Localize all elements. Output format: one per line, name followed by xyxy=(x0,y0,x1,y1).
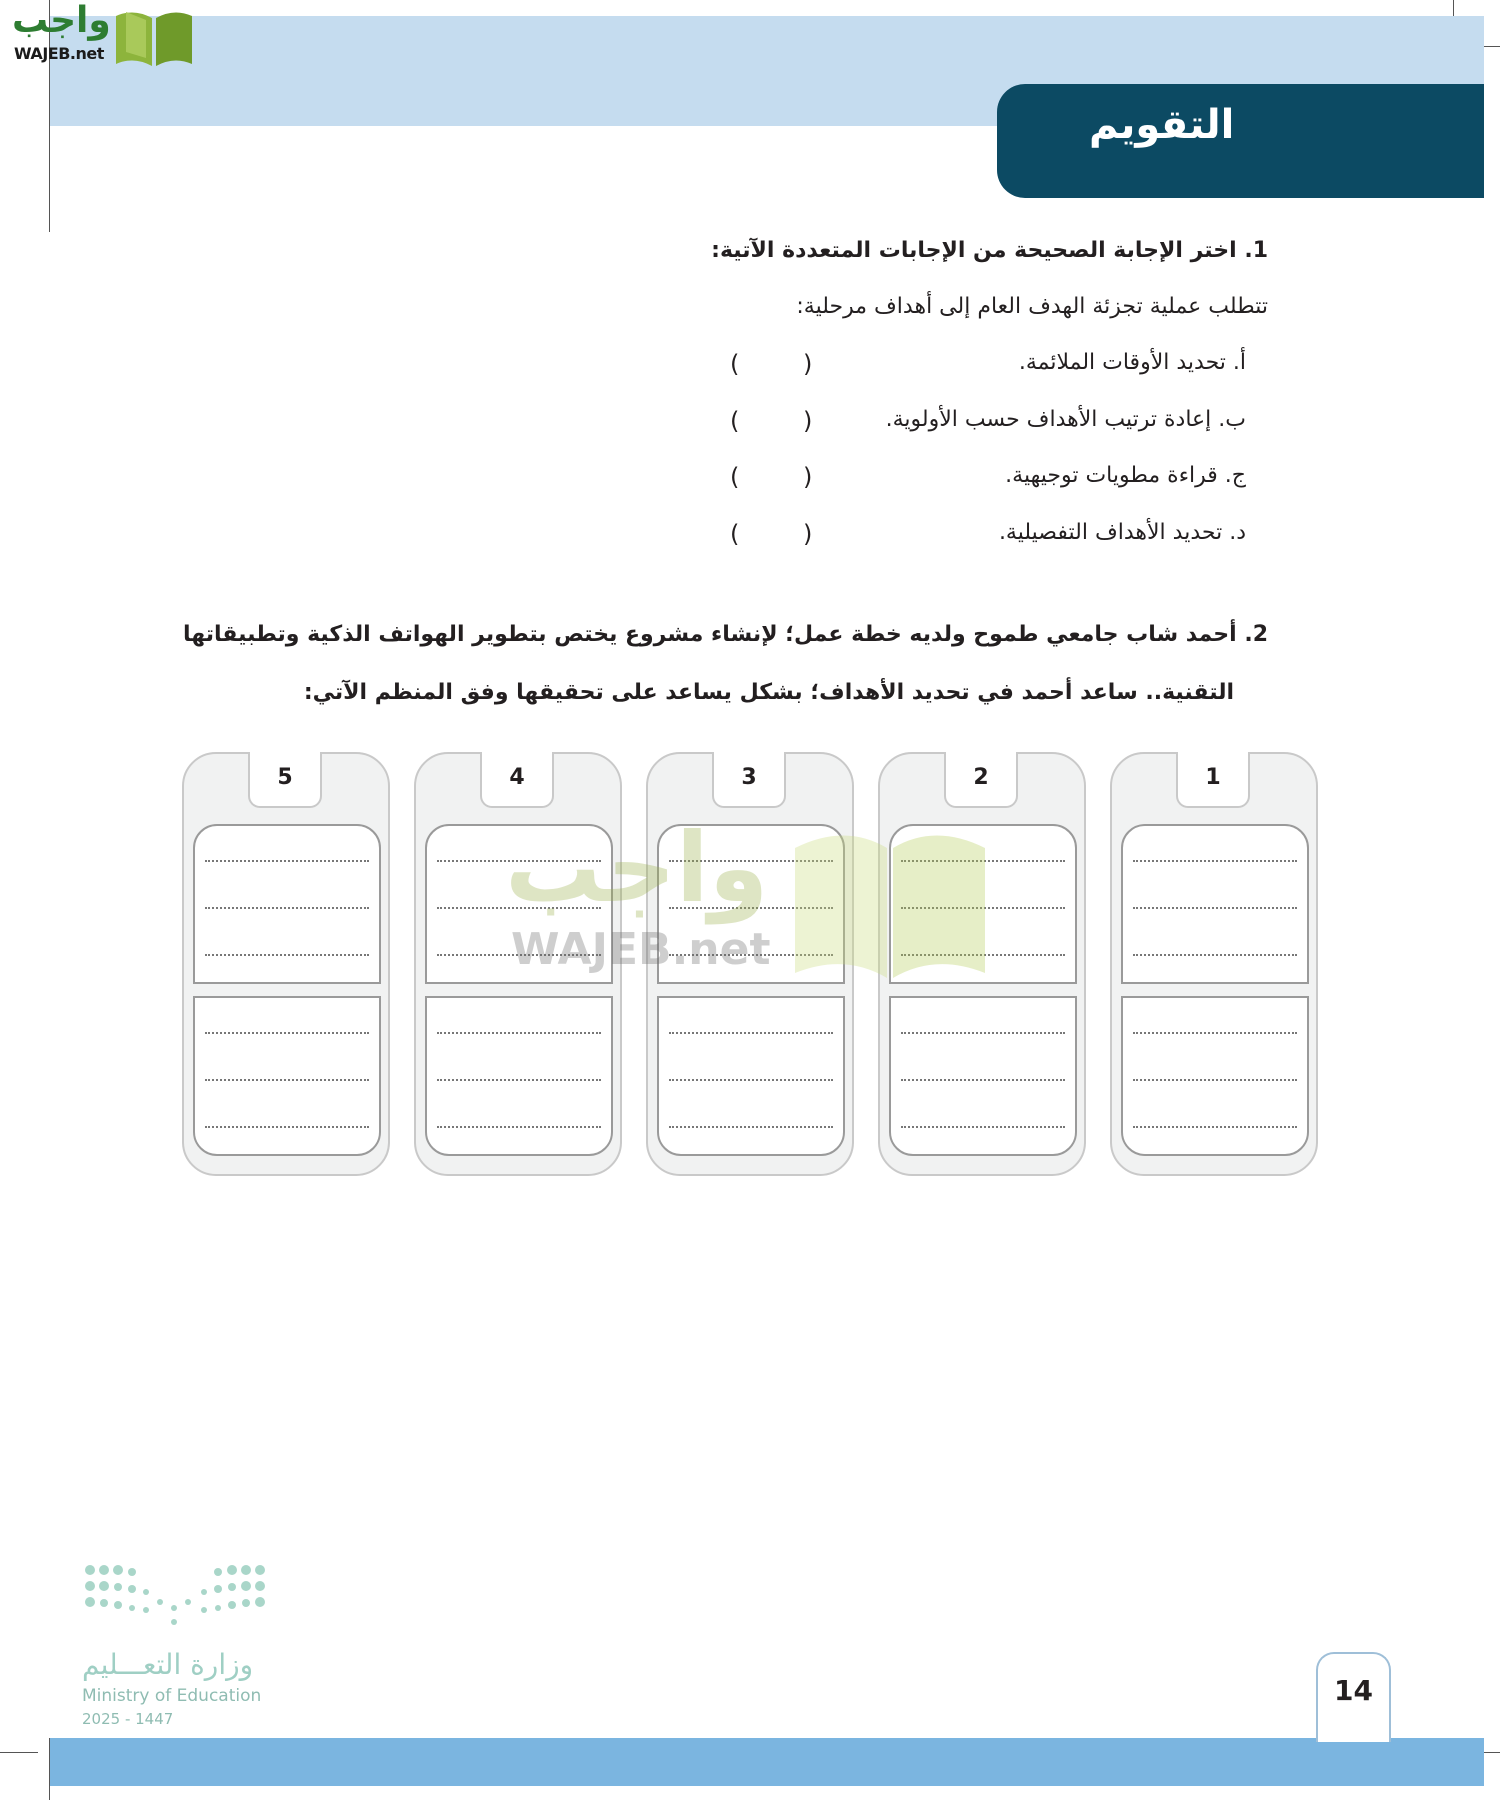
book-icon xyxy=(112,8,196,68)
ministry-year: 2025 - 1447 xyxy=(82,1710,174,1728)
organizer-card xyxy=(1110,752,1318,1176)
organizer-card xyxy=(414,752,622,1176)
answer-box-upper[interactable] xyxy=(657,824,845,984)
option-c-answer-box[interactable]: ( ) xyxy=(730,463,841,491)
answer-box-upper[interactable] xyxy=(1121,824,1309,984)
option-b-answer-box[interactable]: ( ) xyxy=(730,407,841,435)
section-title-tab xyxy=(997,84,1484,198)
question-2-line-1: 2. أحمد شاب جامعي طموح ولديه خطة عمل؛ لإنشاء مشروع يختص بتطوير الهواتف الذكية وتطبيقاتها xyxy=(182,622,1268,647)
answer-box-upper[interactable] xyxy=(193,824,381,984)
ministry-emblem-icon xyxy=(80,1560,270,1640)
page-title: التقويم xyxy=(1089,102,1235,148)
question-2-line-2: التقنية.. ساعد أحمد في تحديد الأهداف؛ بشكل يساعد على تحقيقها وفق المنظم الآتي: xyxy=(303,680,1234,705)
page-number: 14 xyxy=(1316,1652,1391,1742)
ministry-name-english: Ministry of Education xyxy=(82,1686,262,1706)
logo-arabic: واجب xyxy=(12,0,111,41)
option-d: د. تحديد الأهداف التفصيلية. xyxy=(998,520,1246,545)
answer-box-upper[interactable] xyxy=(425,824,613,984)
organizer-card xyxy=(182,752,390,1176)
watermark-arabic: واجب xyxy=(505,812,769,924)
card-number: 5 xyxy=(248,752,322,808)
card-number: 2 xyxy=(944,752,1018,808)
card-number: 1 xyxy=(1176,752,1250,808)
watermark-english: WAJEB.net xyxy=(511,924,771,975)
footer-band xyxy=(50,1738,1484,1786)
option-b: ب. إعادة ترتيب الأهداف حسب الأولوية. xyxy=(885,407,1246,432)
option-d-answer-box[interactable]: ( ) xyxy=(730,520,841,548)
answer-box-lower[interactable] xyxy=(657,996,845,1156)
card-number: 3 xyxy=(712,752,786,808)
organizer-card xyxy=(878,752,1086,1176)
ministry-name-arabic: وزارة التعـــليم xyxy=(82,1648,254,1681)
crop-mark xyxy=(0,1752,38,1753)
organizer-card xyxy=(646,752,854,1176)
answer-box-lower[interactable] xyxy=(425,996,613,1156)
question-1-prompt: 1. اختر الإجابة الصحيحة من الإجابات المتعددة الآتية: xyxy=(711,238,1268,263)
answer-box-upper[interactable] xyxy=(889,824,1077,984)
question-1-stem: تتطلب عملية تجزئة الهدف العام إلى أهداف مرحلية: xyxy=(796,294,1268,319)
answer-box-lower[interactable] xyxy=(889,996,1077,1156)
logo-english: WAJEB.net xyxy=(14,44,104,63)
wajeb-logo xyxy=(8,0,193,68)
answer-box-lower[interactable] xyxy=(193,996,381,1156)
option-a: أ. تحديد الأوقات الملائمة. xyxy=(1018,350,1246,375)
ministry-logo xyxy=(80,1560,280,1730)
card-number: 4 xyxy=(480,752,554,808)
answer-box-lower[interactable] xyxy=(1121,996,1309,1156)
option-c: ج. قراءة مطويات توجيهية. xyxy=(1005,463,1246,488)
option-a-answer-box[interactable]: ( ) xyxy=(730,350,841,378)
